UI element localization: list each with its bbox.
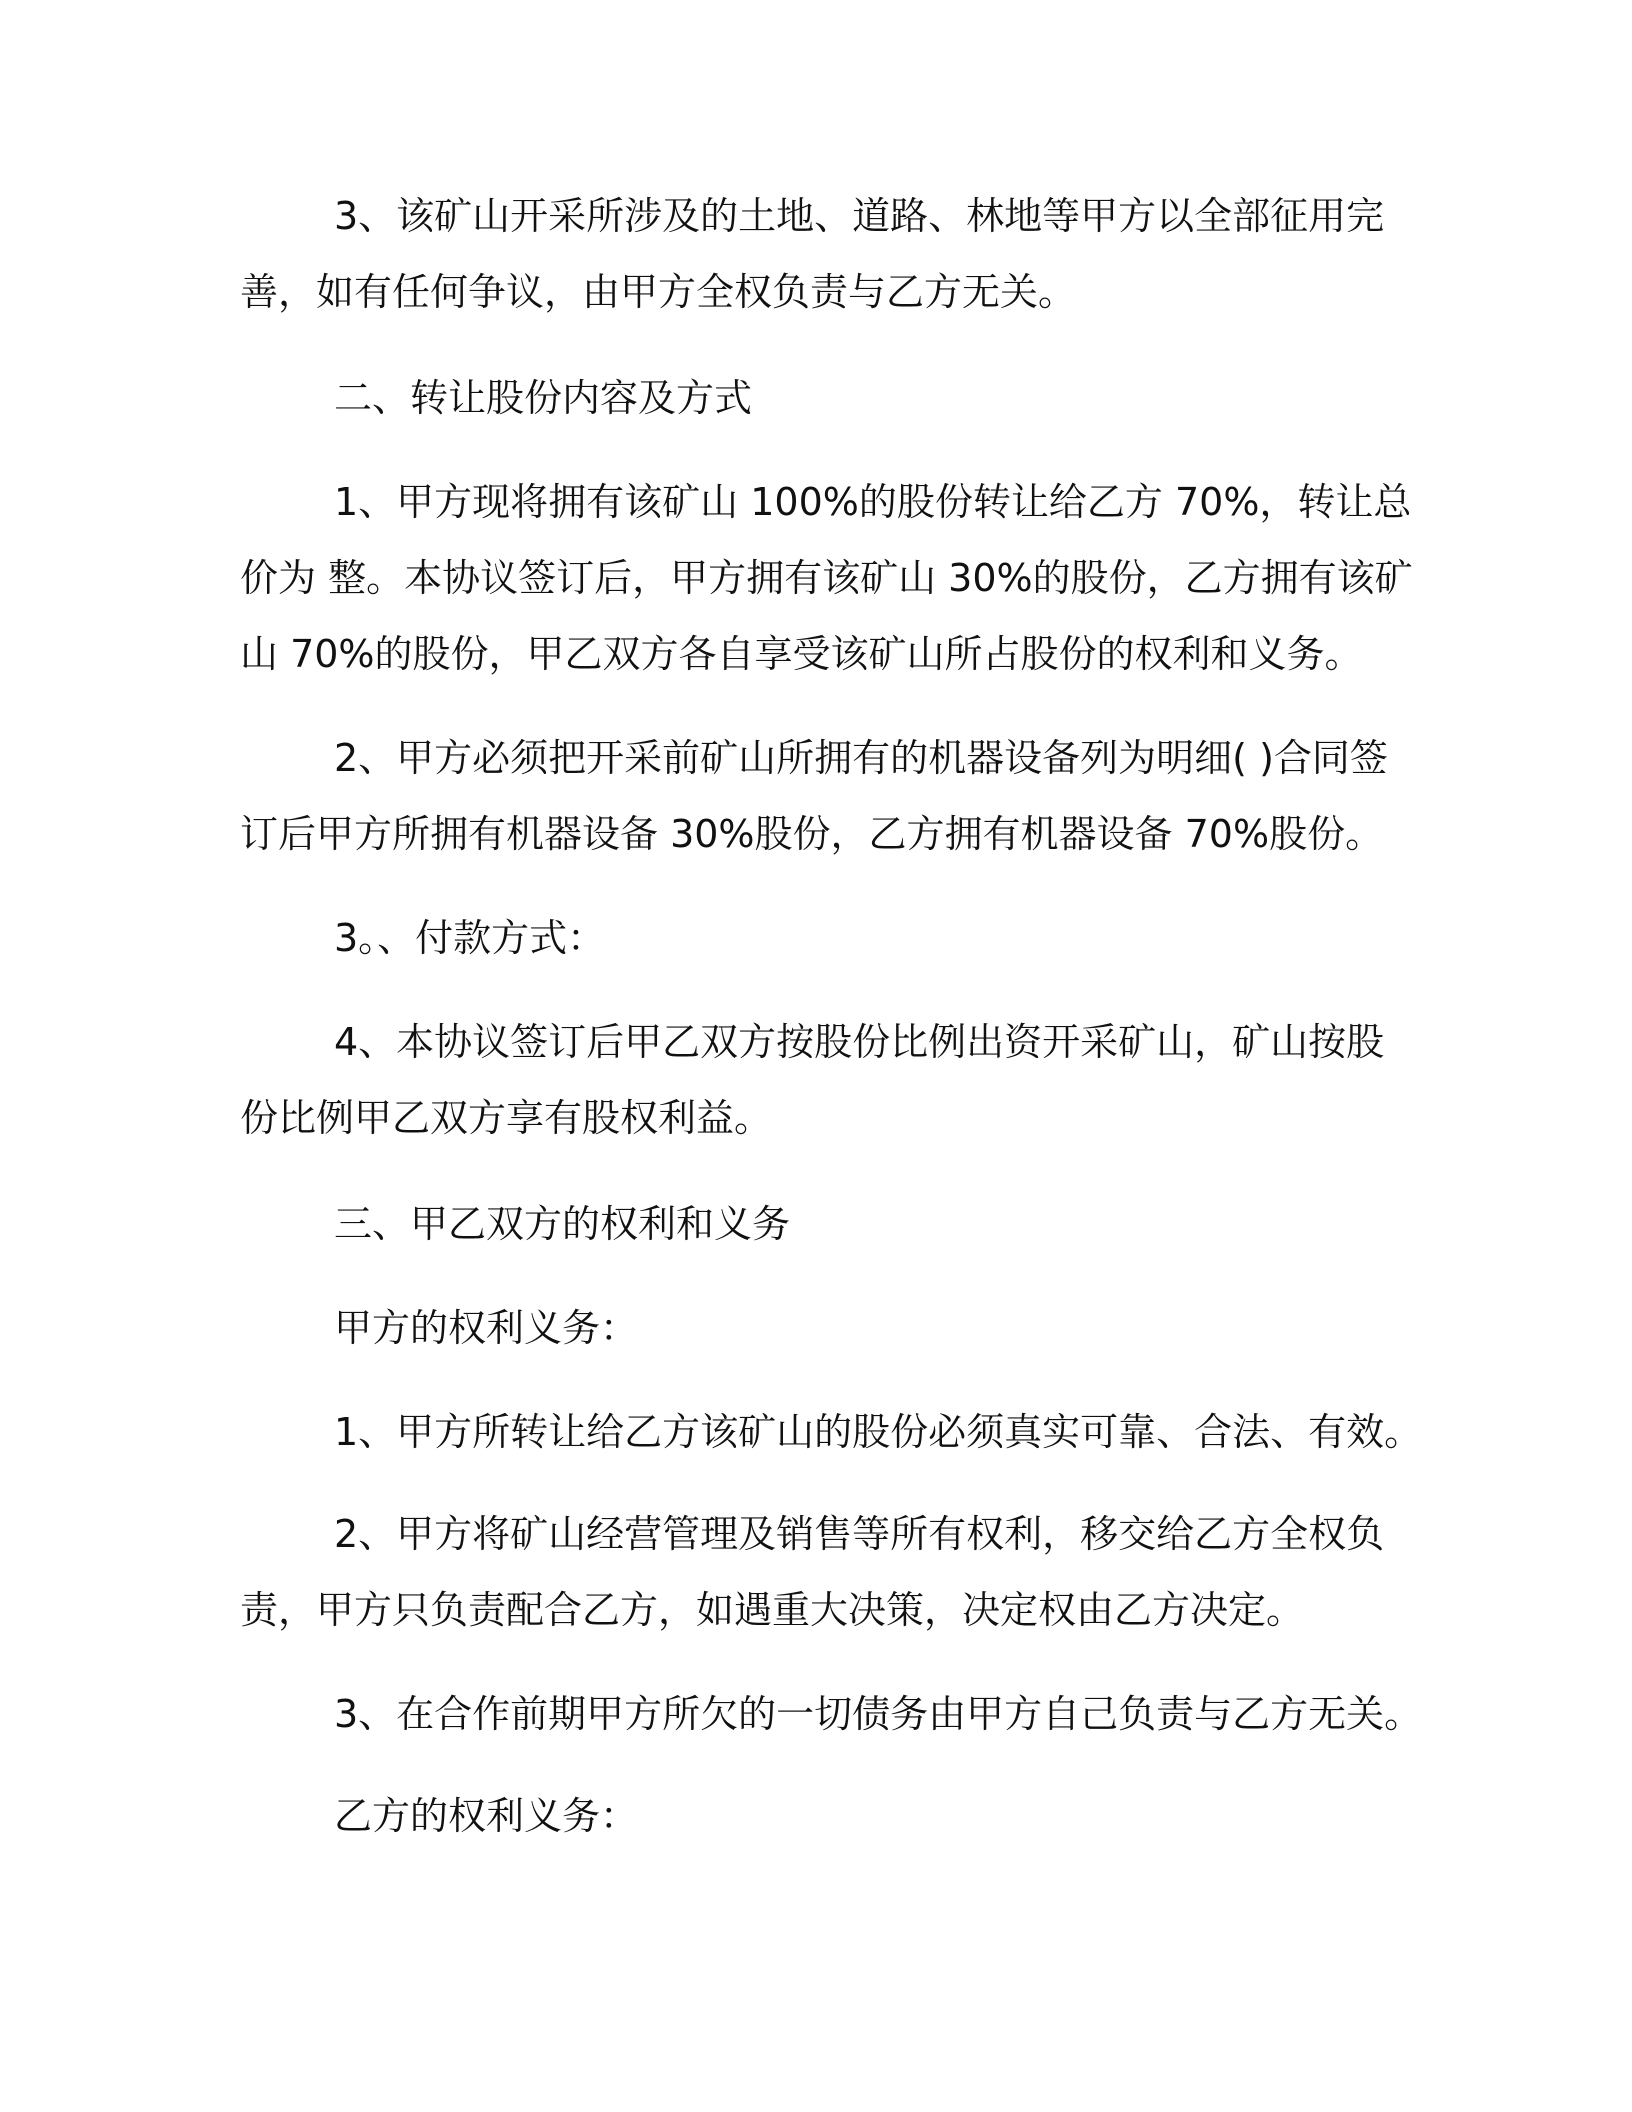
paragraph-line: 责，甲方只负责配合乙方，如遇重大决策，决定权由乙方决定。: [240, 1588, 1305, 1632]
paragraph-line: 1、甲方现将拥有该矿山 100%的股份转让给乙方 70%，转让总: [334, 480, 1412, 524]
section-heading-rights: [240, 1186, 1390, 1262]
paragraph-line: 2、甲方必须把开采前矿山所拥有的机器设备列为明细( )合同签: [334, 736, 1388, 780]
paragraph-line: 4、本协议签订后甲乙双方按股份比例出资开采矿山，矿山按股: [334, 1020, 1385, 1064]
paragraph-line: 三、甲乙双方的权利和义务: [334, 1202, 791, 1246]
paragraph-line: 2、甲方将矿山经营管理及销售等所有权利，移交给乙方全权负: [334, 1512, 1385, 1556]
paragraph-line: 善，如有任何争议，由甲方全权负责与乙方无关。: [240, 270, 1077, 314]
paragraph-party-a-duty-2: [240, 1496, 1390, 1648]
subheading-party-a: [240, 1290, 1390, 1366]
paragraph-share-transfer: [240, 464, 1413, 692]
paragraph-line: 二、转让股份内容及方式: [334, 376, 753, 420]
paragraph-equipment: [240, 720, 1390, 872]
section-heading-transfer: [240, 360, 1390, 436]
paragraph-payment-method: [240, 900, 1390, 976]
paragraph-capital-contribution: [240, 1004, 1390, 1156]
paragraph-line: 订后甲方所拥有机器设备 30%股份，乙方拥有机器设备 70%股份。: [240, 812, 1384, 856]
paragraph-line: 1、甲方所转让给乙方该矿山的股份必须真实可靠、合法、有效。: [334, 1410, 1423, 1454]
paragraph-line: 3、在合作前期甲方所欠的一切债务由甲方自己负责与乙方无关。: [334, 1692, 1423, 1736]
paragraph-line: 乙方的权利义务：: [334, 1794, 639, 1838]
paragraph-party-a-duty-1: [240, 1394, 1423, 1470]
paragraph-line: 份比例甲乙双方享有股权利益。: [240, 1096, 773, 1140]
paragraph-line: 3、该矿山开采所涉及的土地、道路、林地等甲方以全部征用完: [334, 194, 1385, 238]
paragraph-land-clause: [240, 178, 1390, 330]
subheading-party-b: [240, 1778, 1390, 1854]
paragraph-line: 3。、付款方式：: [334, 916, 606, 960]
paragraph-line: 价为 整。本协议签订后，甲方拥有该矿山 30%的股份，乙方拥有该矿: [240, 556, 1413, 600]
paragraph-party-a-duty-3: [240, 1676, 1423, 1752]
paragraph-line: 山 70%的股份，甲乙双方各自享受该矿山所占股份的权利和义务。: [240, 632, 1363, 676]
paragraph-line: 甲方的权利义务：: [334, 1306, 639, 1350]
